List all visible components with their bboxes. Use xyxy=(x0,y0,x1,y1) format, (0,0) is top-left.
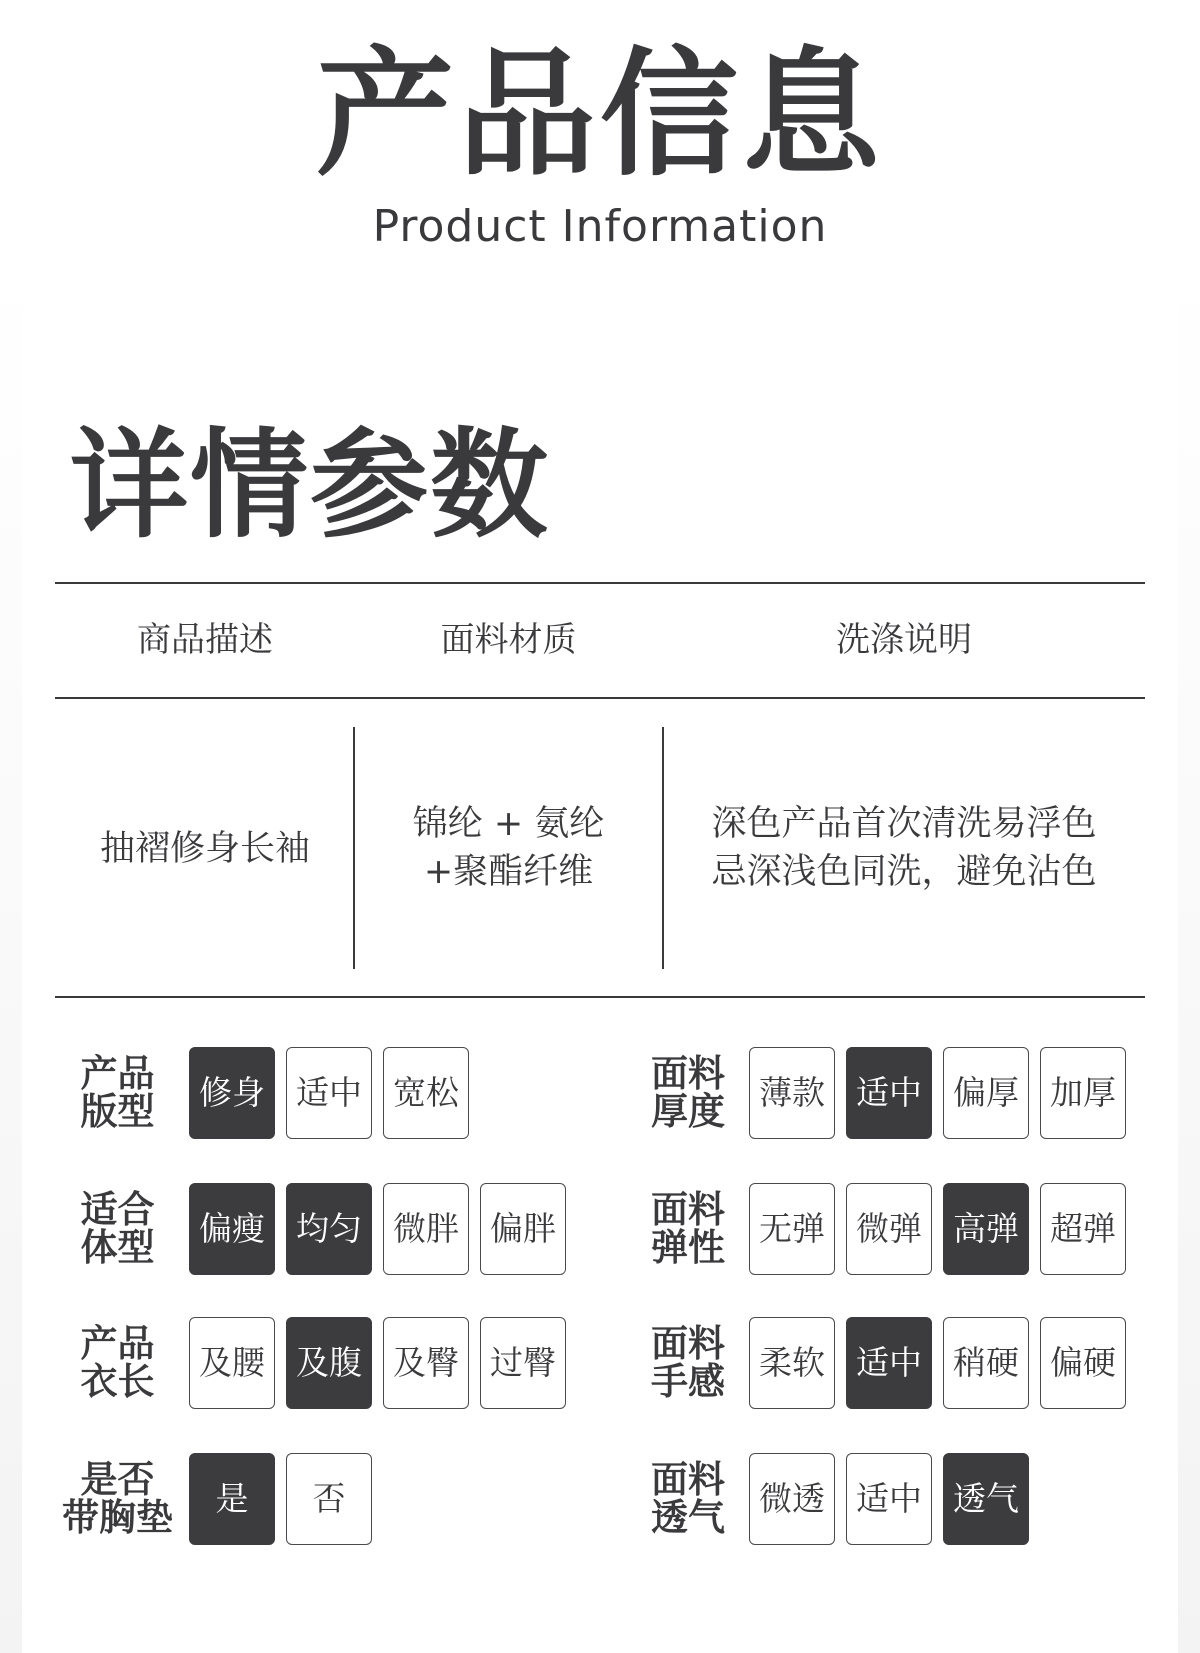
table-header-rule xyxy=(55,697,1145,699)
washing-line-1: 深色产品首次清洗易浮色 xyxy=(711,804,1097,844)
attribute-label-line: 体型 xyxy=(80,1226,155,1269)
attribute-label-line: 面料 xyxy=(651,1458,725,1501)
attribute-label xyxy=(630,1322,746,1403)
option-chip: 适中 xyxy=(846,1453,932,1545)
option-chip: 超弹 xyxy=(1040,1183,1126,1275)
attribute-label xyxy=(55,1052,180,1133)
option-chip: 及腰 xyxy=(189,1317,275,1409)
option-chip: 无弹 xyxy=(749,1183,835,1275)
washing-cell xyxy=(664,800,1144,896)
table-top-rule xyxy=(55,582,1145,584)
attribute-label-line: 透气 xyxy=(651,1496,725,1539)
option-chip: 宽松 xyxy=(383,1047,469,1139)
option-chip: 偏硬 xyxy=(1040,1317,1126,1409)
attribute-label-line: 是否 xyxy=(80,1458,155,1501)
header-washing: 洗涤说明 xyxy=(836,620,972,660)
attribute-label-line: 适合 xyxy=(80,1188,155,1231)
attribute-label-line: 厚度 xyxy=(651,1090,725,1133)
attribute-label-line: 弹性 xyxy=(651,1226,725,1269)
attribute-label-line: 面料 xyxy=(651,1322,725,1365)
option-chip-selected: 适中 xyxy=(846,1047,932,1139)
attribute-label-line: 手感 xyxy=(651,1360,725,1403)
attribute-label-line: 产品 xyxy=(80,1052,155,1095)
attribute-label xyxy=(630,1188,746,1269)
attribute-label-line: 产品 xyxy=(80,1322,155,1365)
attribute-label-line: 带胸垫 xyxy=(62,1496,173,1539)
option-chip: 微胖 xyxy=(383,1183,469,1275)
option-chip-selected: 修身 xyxy=(189,1047,275,1139)
option-chip: 稍硬 xyxy=(943,1317,1029,1409)
option-chip: 微透 xyxy=(749,1453,835,1545)
option-chip-selected: 偏瘦 xyxy=(189,1183,275,1275)
option-chip-selected: 是 xyxy=(189,1453,275,1545)
option-chip-selected: 高弹 xyxy=(943,1183,1029,1275)
option-chip-selected: 均匀 xyxy=(286,1183,372,1275)
attribute-label xyxy=(55,1458,180,1539)
page-title: 产品信息 xyxy=(315,34,884,195)
option-chip-selected: 及腹 xyxy=(286,1317,372,1409)
section-title: 详情参数 xyxy=(70,416,551,554)
option-chip: 柔软 xyxy=(749,1317,835,1409)
attribute-label-line: 面料 xyxy=(651,1188,725,1231)
header-description: 商品描述 xyxy=(137,620,273,660)
option-chip: 加厚 xyxy=(1040,1047,1126,1139)
option-chip-selected: 适中 xyxy=(846,1317,932,1409)
option-chip: 及臀 xyxy=(383,1317,469,1409)
description-line: 抽褶修身长袖 xyxy=(99,829,310,869)
product-info-header xyxy=(0,0,1200,270)
option-chip: 否 xyxy=(286,1453,372,1545)
attribute-label xyxy=(630,1052,746,1133)
description-cell xyxy=(55,825,355,873)
option-chip-selected: 透气 xyxy=(943,1453,1029,1545)
option-chip: 适中 xyxy=(286,1047,372,1139)
page-subtitle: Product Information xyxy=(372,201,828,252)
option-chip: 薄款 xyxy=(749,1047,835,1139)
option-chip: 偏胖 xyxy=(480,1183,566,1275)
attribute-label-line: 面料 xyxy=(651,1052,725,1095)
option-chip: 过臀 xyxy=(480,1317,566,1409)
option-chip: 偏厚 xyxy=(943,1047,1029,1139)
attribute-label-line: 版型 xyxy=(80,1090,155,1133)
material-cell xyxy=(355,800,662,896)
option-chip: 微弹 xyxy=(846,1183,932,1275)
attribute-label xyxy=(55,1322,180,1403)
table-bottom-rule xyxy=(55,996,1145,998)
material-line-1: 锦纶 + 氨纶 xyxy=(412,804,605,844)
header-material: 面料材质 xyxy=(440,620,577,660)
washing-line-2: 忌深浅色同洗，避免沾色 xyxy=(711,852,1097,892)
attribute-label-line: 衣长 xyxy=(80,1360,155,1403)
attribute-label xyxy=(55,1188,180,1269)
attribute-label xyxy=(630,1458,746,1539)
material-line-2: +聚酯纤维 xyxy=(423,852,594,892)
